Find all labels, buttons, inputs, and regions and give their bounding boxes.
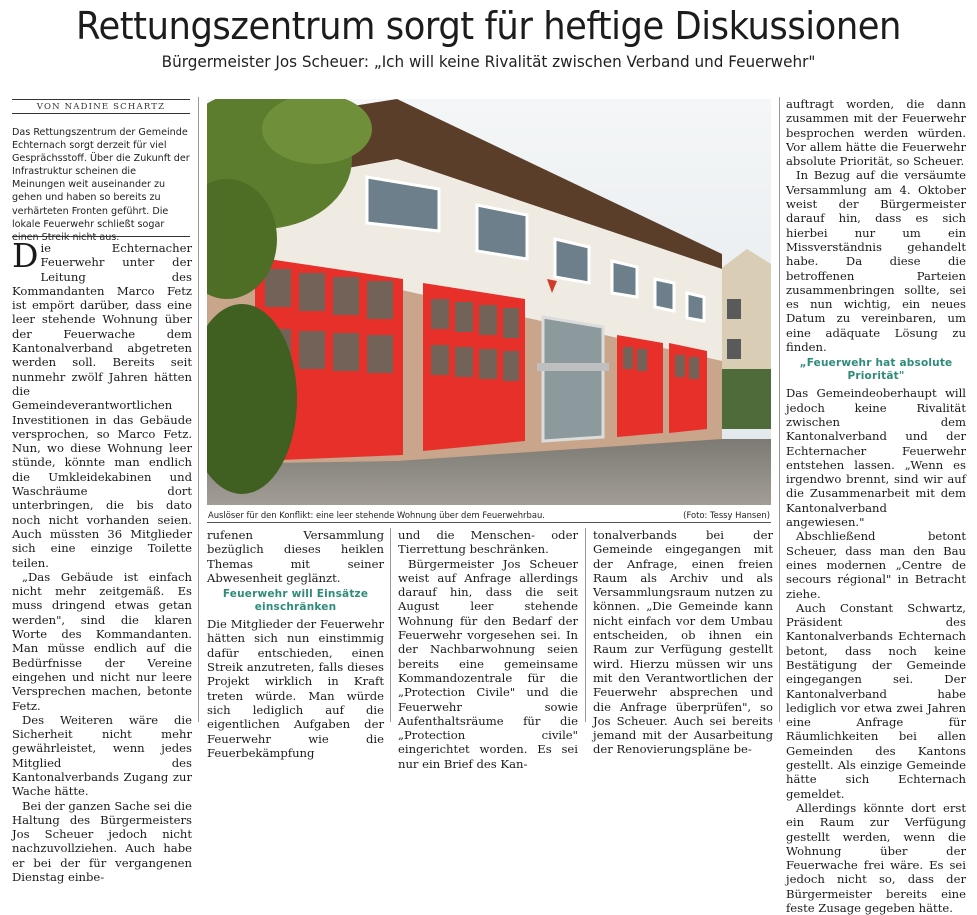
photo-caption bbox=[208, 510, 770, 520]
drop-cap: D bbox=[12, 236, 39, 275]
paragraph: Allerdings könnte dort erst ein Raum zur Verfügung gestellt werden, wenn die Wohnung über der Feuerwache frei wäre. Es sei jedoch nicht so, dass der Bürgermeister bereits eine feste Zusage gegeben hätte. bbox=[786, 800, 966, 915]
column-2 bbox=[207, 528, 384, 760]
paragraph: Das Gemeindeoberhaupt will jedoch keine Rivalität zwischen dem Kantonalverband und der Echternacher Feuerwehr entstehen lassen. „Wenn es irgendwo brennt, sind wir auf die Zusammenarbeit mit dem Kantonalverband angewiesen." bbox=[786, 386, 966, 530]
paragraph-text: ie Echternacher Feuerwehr unter der Leitung des Kommandanten Marco Fetz ist empört darüber, dass eine leer stehende Wohnung über der Feuerwache dem Kantonalverband abgetreten werden soll. Bereits seit nunmehr zwölf Jahren hätten die Gemeindeverantwortlichen Investitionen in das Gebäude versprochen, so Marco Fetz. Nun, wo diese Wohnung leer stünde, könnte man endlich die Umkleidekabinen und Waschräume dort unterbringen, die bis dato noch nicht vorhanden seien. Auch müssten 36 Mitglieder sich eine einzige Toilette teilen. bbox=[12, 241, 192, 570]
column-3 bbox=[398, 528, 578, 771]
paragraph: Die Mitglieder der Feuerwehr hätten sich nun einstimmig dafür entschieden, einen Streik anzutreten, falls dieses Projekt wirklich in Kraft treten würde. Man würde sich lediglich auf die eigentlichen Aufgaben der Feuerwehr wie die Feuerbekämpfung bbox=[207, 617, 384, 760]
paragraph: Bei der ganzen Sache sei die Haltung des Bürgermeisters Jos Scheuer jedoch nicht nachzuvollziehen. Auch habe er bei der für vergangenen Dienstag einbe- bbox=[12, 798, 192, 885]
column-divider bbox=[390, 528, 391, 722]
paragraph: und die Menschen- oder Tierrettung beschränken. bbox=[398, 528, 578, 557]
caption-text: Auslöser für den Konflikt: eine leer stehende Wohnung über dem Feuerwehrbau. bbox=[208, 510, 545, 520]
column-1 bbox=[12, 236, 192, 885]
paragraph: Auch Constant Schwartz, Präsident des Kantonalverbands Echternach betont, dass noch keine Bestätigung der Gemeinde eingegangen sei. Der Kantonalverband habe lediglich vor etwa zwei Jahren eine Anfrage für Räumlichkeiten bei allen Gemeinden des Kantons gestellt. Als einzige Gemeinde hätte sich Echternach gemeldet. bbox=[786, 600, 966, 801]
subheadline: Bürgermeister Jos Scheuer: „Ich will keine Rivalität zwischen Verband und Feuerwehr" bbox=[161, 52, 816, 71]
lead-paragraph: Das Rettungszentrum der Gemeinde Echternach sorgt derzeit für viel Gesprächsstoff. Über die Zukunft der Infrastruktur scheinen die Meinungen weit auseinander zu gehen und haben so bereits zu verhärteten Fronten geführt. Die lokale Feuerwehr schließt sogar einen Streik nicht aus. bbox=[12, 127, 190, 243]
headline: Rettungszentrum sorgt für heftige Diskussionen bbox=[76, 4, 901, 48]
column-divider bbox=[198, 97, 199, 722]
paragraph: tonalverbands bei der Gemeinde eingegangen mit der Anfrage, einen freien Raum als Archiv und als Versammlungsraum nutzen zu können. „Die Gemeinde kann nicht einfach vor dem Umbau entscheiden, ob ihnen ein Raum zur Verfügung gestellt wird. Hierzu müssen wir uns mit den Verantwortlichen der Feuerwehr absprechen und die Anfrage überprüfen", so Jos Scheuer. Auch sei bereits jemand mit der Ausarbeitung der Renovierungspläne be- bbox=[593, 528, 773, 757]
column-4 bbox=[593, 528, 773, 757]
paragraph: rufenen Versammlung bezüglich dieses heiklen Themas mit seiner Abwesenheit geglänzt. bbox=[207, 528, 384, 585]
caption-divider bbox=[207, 522, 771, 523]
column-divider bbox=[779, 97, 780, 722]
paragraph: „Das Gebäude ist einfach nicht mehr zeitgemäß. Es muss dringend etwas getan werden", sind die klaren Worte des Kommandanten. Man müsse endlich auf die Bedürfnisse der Vereine eingehen und nicht nur leere Versprechen machen, betonte Fetz. bbox=[12, 569, 192, 713]
column-divider bbox=[585, 528, 586, 722]
paragraph: Des Weiteren wäre die Sicherheit nicht mehr gewährleistet, wenn jedes Mitglied des Kantonalverbands Zugang zur Wache hätte. bbox=[12, 712, 192, 799]
column-5 bbox=[786, 97, 966, 915]
section-subheading: „Feuerwehr hat absolute Priorität" bbox=[799, 357, 953, 383]
paragraph: In Bezug auf die versäumte Versammlung am 4. Oktober weist der Bürgermeister darauf hin, dass es sich hierbei nur um ein Missverständnis gehandelt habe. Da diese die betroffenen Parteien zusammenbringen sollte, sei es nun wichtig, ein neues Datum zu vereinbaren, um eine adäquate Lösung zu finden. bbox=[786, 168, 966, 355]
section-subheading: Feuerwehr will Einsätze einschränken bbox=[222, 588, 369, 614]
photo-credit: (Foto: Tessy Hansen) bbox=[683, 510, 770, 520]
byline: VON NADINE SCHARTZ bbox=[12, 99, 190, 114]
paragraph bbox=[12, 236, 192, 570]
paragraph: Bürgermeister Jos Scheuer weist auf Anfrage allerdings darauf hin, dass die seit August leer stehende Wohnung für den Bedarf der Feuerwehr vorgesehen sei. In der Nachbarwohnung seien bereits eine gemeinsame Kommandozentrale für die „Protection Civile" und die Feuerwehr sowie Aufenthaltsräume für die „Protection civile" eingerichtet worden. Es sei nur ein Brief des Kan- bbox=[398, 556, 578, 771]
paragraph: Abschließend betont Scheuer, dass man den Bau eines modernen „Centre de secours régional" in Betracht ziehe. bbox=[786, 529, 966, 601]
lead-divider bbox=[12, 236, 190, 237]
fire-station-photo bbox=[207, 99, 771, 505]
paragraph: auftragt worden, die dann zusammen mit der Feuerwehr besprochen werden würden. Vor allem hätte die Feuerwehr absolute Priorität, so Scheuer. bbox=[786, 97, 966, 169]
